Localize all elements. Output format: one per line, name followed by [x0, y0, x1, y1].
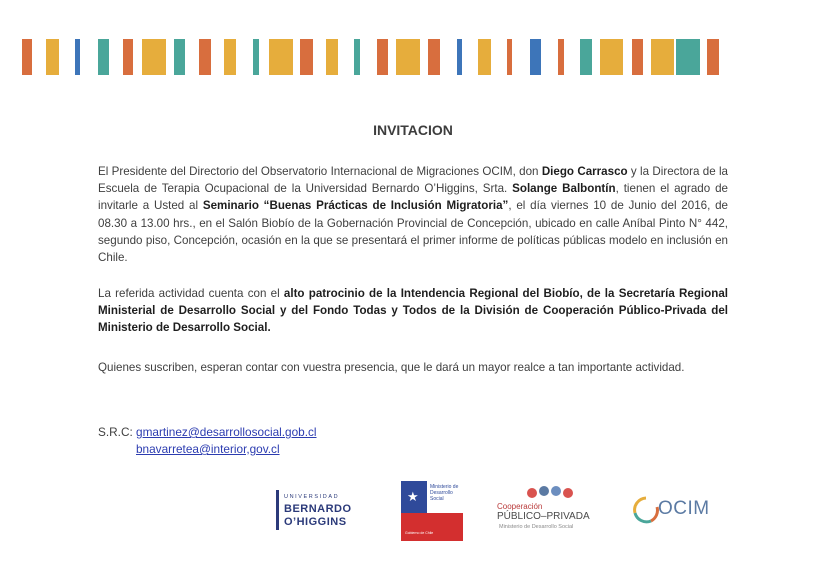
header-stripe	[224, 39, 236, 75]
header-stripe	[98, 39, 109, 75]
header-stripe	[300, 39, 313, 75]
ministry-logo-text: Ministerio de Desarrollo Social	[430, 484, 459, 502]
header-stripe	[580, 39, 592, 75]
people-icon	[539, 486, 549, 496]
header-stripe	[22, 39, 32, 75]
people-icon	[527, 488, 537, 498]
ministry-logo	[401, 481, 463, 541]
coop-logo-line1: Cooperación	[497, 502, 543, 511]
header-color-stripes	[14, 39, 726, 75]
coop-logo-line2: PÚBLICO–PRIVADA	[497, 511, 590, 522]
ubo-logo-bar	[276, 490, 279, 530]
ubo-logo-line1: UNIVERSIDAD	[284, 494, 340, 500]
rsvp-email-1[interactable]: gmartinez@desarrollosocial.gob.cl	[136, 425, 317, 439]
header-stripe	[46, 39, 59, 75]
coop-logo-line3: Ministerio de Desarrollo Social	[499, 524, 574, 530]
rsvp-label: S.R.C:	[98, 425, 133, 439]
header-stripe	[651, 39, 674, 75]
header-stripe	[377, 39, 388, 75]
header-stripe	[269, 39, 292, 75]
p1-text-1: El Presidente del Directorio del Observatorio Internacional de Migraciones OCIM, don	[98, 165, 542, 178]
paragraph-closing: Quienes suscriben, esperan contar con vuestra presencia, que le dará un mayor realce a tan importante actividad.	[98, 361, 685, 374]
rsvp-block	[98, 424, 317, 458]
paragraph-invitation	[98, 163, 728, 266]
header-stripe	[676, 39, 699, 75]
header-stripe	[428, 39, 440, 75]
p1-text-4: , el día viernes 10 de Junio del 2016, de 08.30 a 13.00 hrs., en el Salón Biobío de la Gobernación Provincial de Concepción, ubicado en calle Aníbal Pinto N° 442, segundo piso, Concepción, ocasión en la que se presentará el primer informe de políticas públicas modelo en inclusión en Chile.	[98, 199, 728, 265]
header-stripe	[326, 39, 338, 75]
ocim-swirl-icon	[631, 495, 661, 525]
p1-bold-president: Diego Carrasco	[541, 165, 628, 178]
header-stripe	[600, 39, 623, 75]
cooperation-logo	[497, 484, 593, 536]
header-stripe	[478, 39, 491, 75]
star-icon: ★	[407, 489, 419, 504]
ubo-logo	[276, 488, 364, 532]
ministry-logo-subtext: Gobierno de Chile	[405, 531, 434, 535]
header-stripe	[632, 39, 643, 75]
page-title: INVITACION	[373, 122, 453, 138]
paragraph-sponsorship	[98, 285, 728, 337]
ocim-logo-text: OCIM	[658, 498, 710, 519]
header-stripe	[558, 39, 564, 75]
p2-text-1: La referida actividad cuenta con el	[98, 287, 284, 300]
p1-bold-director: Solange Balbontín	[512, 182, 616, 196]
ubo-logo-line2: BERNARDO	[284, 503, 352, 515]
header-stripe	[199, 39, 211, 75]
header-stripe	[507, 39, 512, 75]
p2-bold-sponsors: alto patrocinio de la Intendencia Regional del Biobío, de la Secretaría Regional Ministerial de Desarrollo Social y del Fondo Todas y Todos de la División de Cooperación Público-Privada del Ministerio de Desarrollo Social.	[98, 287, 728, 335]
header-stripe	[142, 39, 165, 75]
header-stripe	[396, 39, 419, 75]
header-stripe	[174, 39, 185, 75]
header-stripe	[123, 39, 133, 75]
ubo-logo-line3: O’HIGGINS	[284, 516, 347, 528]
header-stripe	[457, 39, 462, 75]
header-stripe	[75, 39, 80, 75]
p1-text-3: , tienen el agrado de invitarle a Usted al	[98, 182, 728, 213]
ocim-logo	[631, 493, 715, 527]
p1-bold-seminar: Seminario “Buenas Prácticas de Inclusión Migratoria”	[202, 199, 509, 213]
header-stripe	[253, 39, 259, 75]
people-icon	[551, 486, 561, 496]
header-stripe	[530, 39, 541, 75]
rsvp-email-2[interactable]: bnavarretea@interior,gov.cl	[136, 442, 280, 456]
header-stripe	[354, 39, 360, 75]
people-icon	[563, 488, 573, 498]
ministry-logo-red-block	[401, 513, 463, 541]
header-stripe	[707, 39, 719, 75]
p1-text-2: y la Directora de la Escuela de Terapia Ocupacional de la Universidad Bernardo O’Higgins, Srta.	[98, 165, 728, 196]
